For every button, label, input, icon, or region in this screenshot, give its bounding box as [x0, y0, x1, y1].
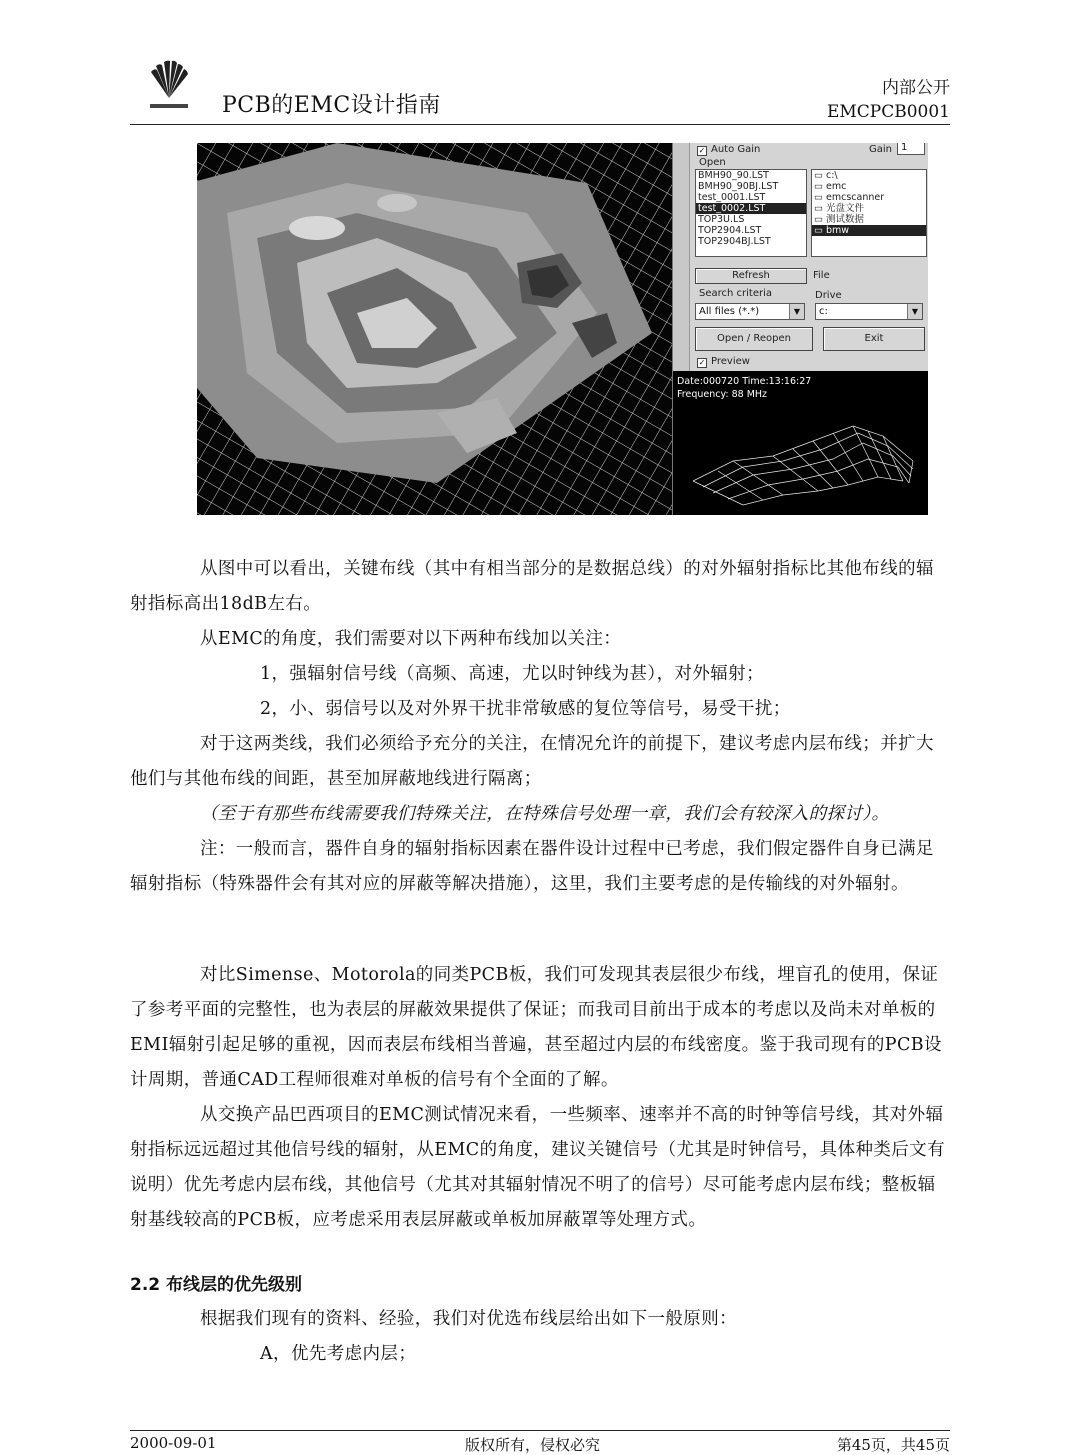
folder-icon: ▭ — [814, 170, 826, 181]
file-list-item[interactable]: test_0002.LST — [696, 203, 806, 214]
header-rule — [130, 124, 950, 125]
doc-code: EMCPCB0001 — [826, 102, 950, 122]
paragraph-5: 对比Simense、Motorola的同类PCB板，我们可发现其表层很少布线，埋盲孔的使用，保证了参考平面的完整性，也为表层的屏蔽效果提供了保证；而我司目前出于成本的考虑以及尚未对单板的EMI辐射引起足够的重视，因而表层布线相当普遍，甚至超过内层的布线密度。鉴于我司现有的PCB设计周期，普通CAD工程师很难对单板的信号有个全面的了解。 — [130, 965, 942, 1090]
list-item-1: 1，强辐射信号线（高频、高速，尤以时钟线为甚），对外辐射； — [260, 664, 764, 684]
wireframe-preview — [673, 401, 928, 515]
auto-gain-checkbox[interactable]: ✓ — [698, 146, 706, 155]
folder-icon: ▭ — [814, 214, 826, 225]
list-item-2: 2，小、弱信号以及对外界干扰非常敏感的复位等信号，易受干扰； — [260, 699, 791, 719]
paragraph-note-italic: （至于有那些布线需要我们特殊关注，在特殊信号处理一章，我们会有较深入的探讨）。 — [200, 804, 890, 824]
folder-name: emc — [826, 181, 847, 192]
refresh-button[interactable]: Refresh — [695, 268, 807, 284]
exit-button[interactable]: Exit — [823, 327, 925, 351]
classification-label: 内部公开 — [882, 78, 950, 98]
footer-page-number: 第45页，共45页 — [836, 1436, 950, 1454]
paragraph-1: 从图中可以看出，关键布线（其中有相当部分的是数据总线）的对外辐射指标比其他布线的辐射指标高出18dB左右。 — [130, 559, 934, 614]
folder-icon: ▭ — [814, 203, 826, 214]
gain-label: Gain — [869, 144, 892, 155]
file-list-item[interactable]: test_0001.LST — [698, 192, 766, 203]
doc-title: PCB的EMC设计指南 — [222, 93, 441, 118]
folder-list-item[interactable] — [812, 214, 926, 225]
footer-rule — [130, 1430, 950, 1431]
folder-list-item[interactable] — [812, 203, 926, 214]
file-list-item[interactable]: TOP2904.LST — [698, 225, 762, 236]
open-group-label: Open — [699, 157, 726, 168]
folder-list-item[interactable] — [812, 181, 926, 192]
header-meta — [827, 76, 950, 124]
preview-checkbox[interactable]: ✓ — [698, 358, 706, 367]
gain-input[interactable]: 1 — [897, 143, 925, 155]
folder-name: c:\ — [826, 170, 838, 181]
paragraph-3: 对于这两类线，我们必须给予充分的关注，在情况允许的前提下，建议考虑内层布线；并扩大他们与其他布线的间距，甚至加屏蔽地线进行隔离； — [130, 734, 934, 789]
folder-list-item[interactable] — [812, 225, 926, 236]
file-list-item[interactable]: TOP3U.LS — [698, 214, 745, 225]
folder-icon: ▭ — [814, 192, 826, 203]
search-criteria-select[interactable] — [695, 303, 805, 320]
folder-name: emcscanner — [826, 192, 885, 203]
folder-list-item[interactable] — [812, 192, 926, 203]
open-reopen-button[interactable]: Open / Reopen — [695, 327, 813, 351]
scan-control-panel — [672, 143, 928, 515]
drive-label: Drive — [815, 290, 842, 301]
paragraph-2: 从EMC的角度，我们需要对以下两种布线加以关注： — [200, 629, 622, 649]
drive-select[interactable] — [815, 303, 923, 320]
preview-frequency: Frequency: 88 MHz — [677, 389, 768, 400]
folder-icon: ▭ — [814, 225, 826, 236]
footer-date: 2000-09-01 — [130, 1434, 217, 1452]
file-list-item[interactable]: BMH90_90BJ.LST — [698, 181, 779, 192]
radiation-contour-plot — [197, 143, 672, 515]
preview-label: Preview — [711, 356, 750, 367]
auto-gain-label: Auto Gain — [711, 144, 761, 155]
search-criteria-value: All files (*.*) — [699, 306, 760, 317]
chevron-down-icon[interactable]: ▼ — [789, 304, 804, 319]
file-listbox[interactable] — [695, 169, 807, 257]
preview-pane — [673, 371, 928, 515]
company-logo — [148, 58, 190, 114]
preview-date: Date:000720 Time:13:16:27 — [677, 376, 812, 387]
folder-name: 光盘文件 — [826, 203, 865, 214]
folder-name: 测试数据 — [826, 214, 865, 225]
file-label: File — [813, 270, 830, 281]
file-list-item[interactable]: BMH90_90.LST — [698, 170, 769, 181]
paragraph-6: 从交换产品巴西项目的EMC测试情况来看，一些频率、速率并不高的时钟等信号线，其对外辐射指标远远超过其他信号线的辐射，从EMC的角度，建议关键信号（尤其是时钟信号，具体种类后文有说明）优先考虑内层布线，其他信号（尤其对其辐射情况不明了的信号）尽可能考虑内层布线；整板辐射基线较高的PCB板，应考虑采用表层屏蔽或单板加屏蔽罩等处理方式。 — [130, 1105, 945, 1230]
list-item-a: A，优先考虑内层； — [260, 1344, 417, 1364]
emc-scan-figure — [197, 143, 928, 515]
paragraph-4: 注：一般而言，器件自身的辐射指标因素在器件设计过程中已考虑，我们假定器件自身已满足辐射指标（特殊器件会有其对应的屏蔽等解决措施），这里，我们主要考虑的是传输线的对外辐射。 — [130, 839, 934, 894]
chevron-down-icon[interactable]: ▼ — [907, 304, 922, 319]
folder-listbox[interactable] — [811, 169, 927, 257]
footer-copyright: 版权所有，侵权必究 — [465, 1436, 601, 1454]
folder-name: bmw — [826, 225, 850, 236]
folder-icon: ▭ — [814, 181, 826, 192]
search-criteria-label: Search criteria — [699, 288, 773, 299]
folder-list-item[interactable] — [812, 170, 926, 181]
drive-value: c: — [819, 306, 828, 317]
paragraph-7: 根据我们现有的资料、经验，我们对优选布线层给出如下一般原则： — [200, 1309, 737, 1329]
file-list-item[interactable]: TOP2904BJ.LST — [698, 236, 771, 247]
section-heading: 2.2 布线层的优先级别 — [130, 1275, 303, 1295]
